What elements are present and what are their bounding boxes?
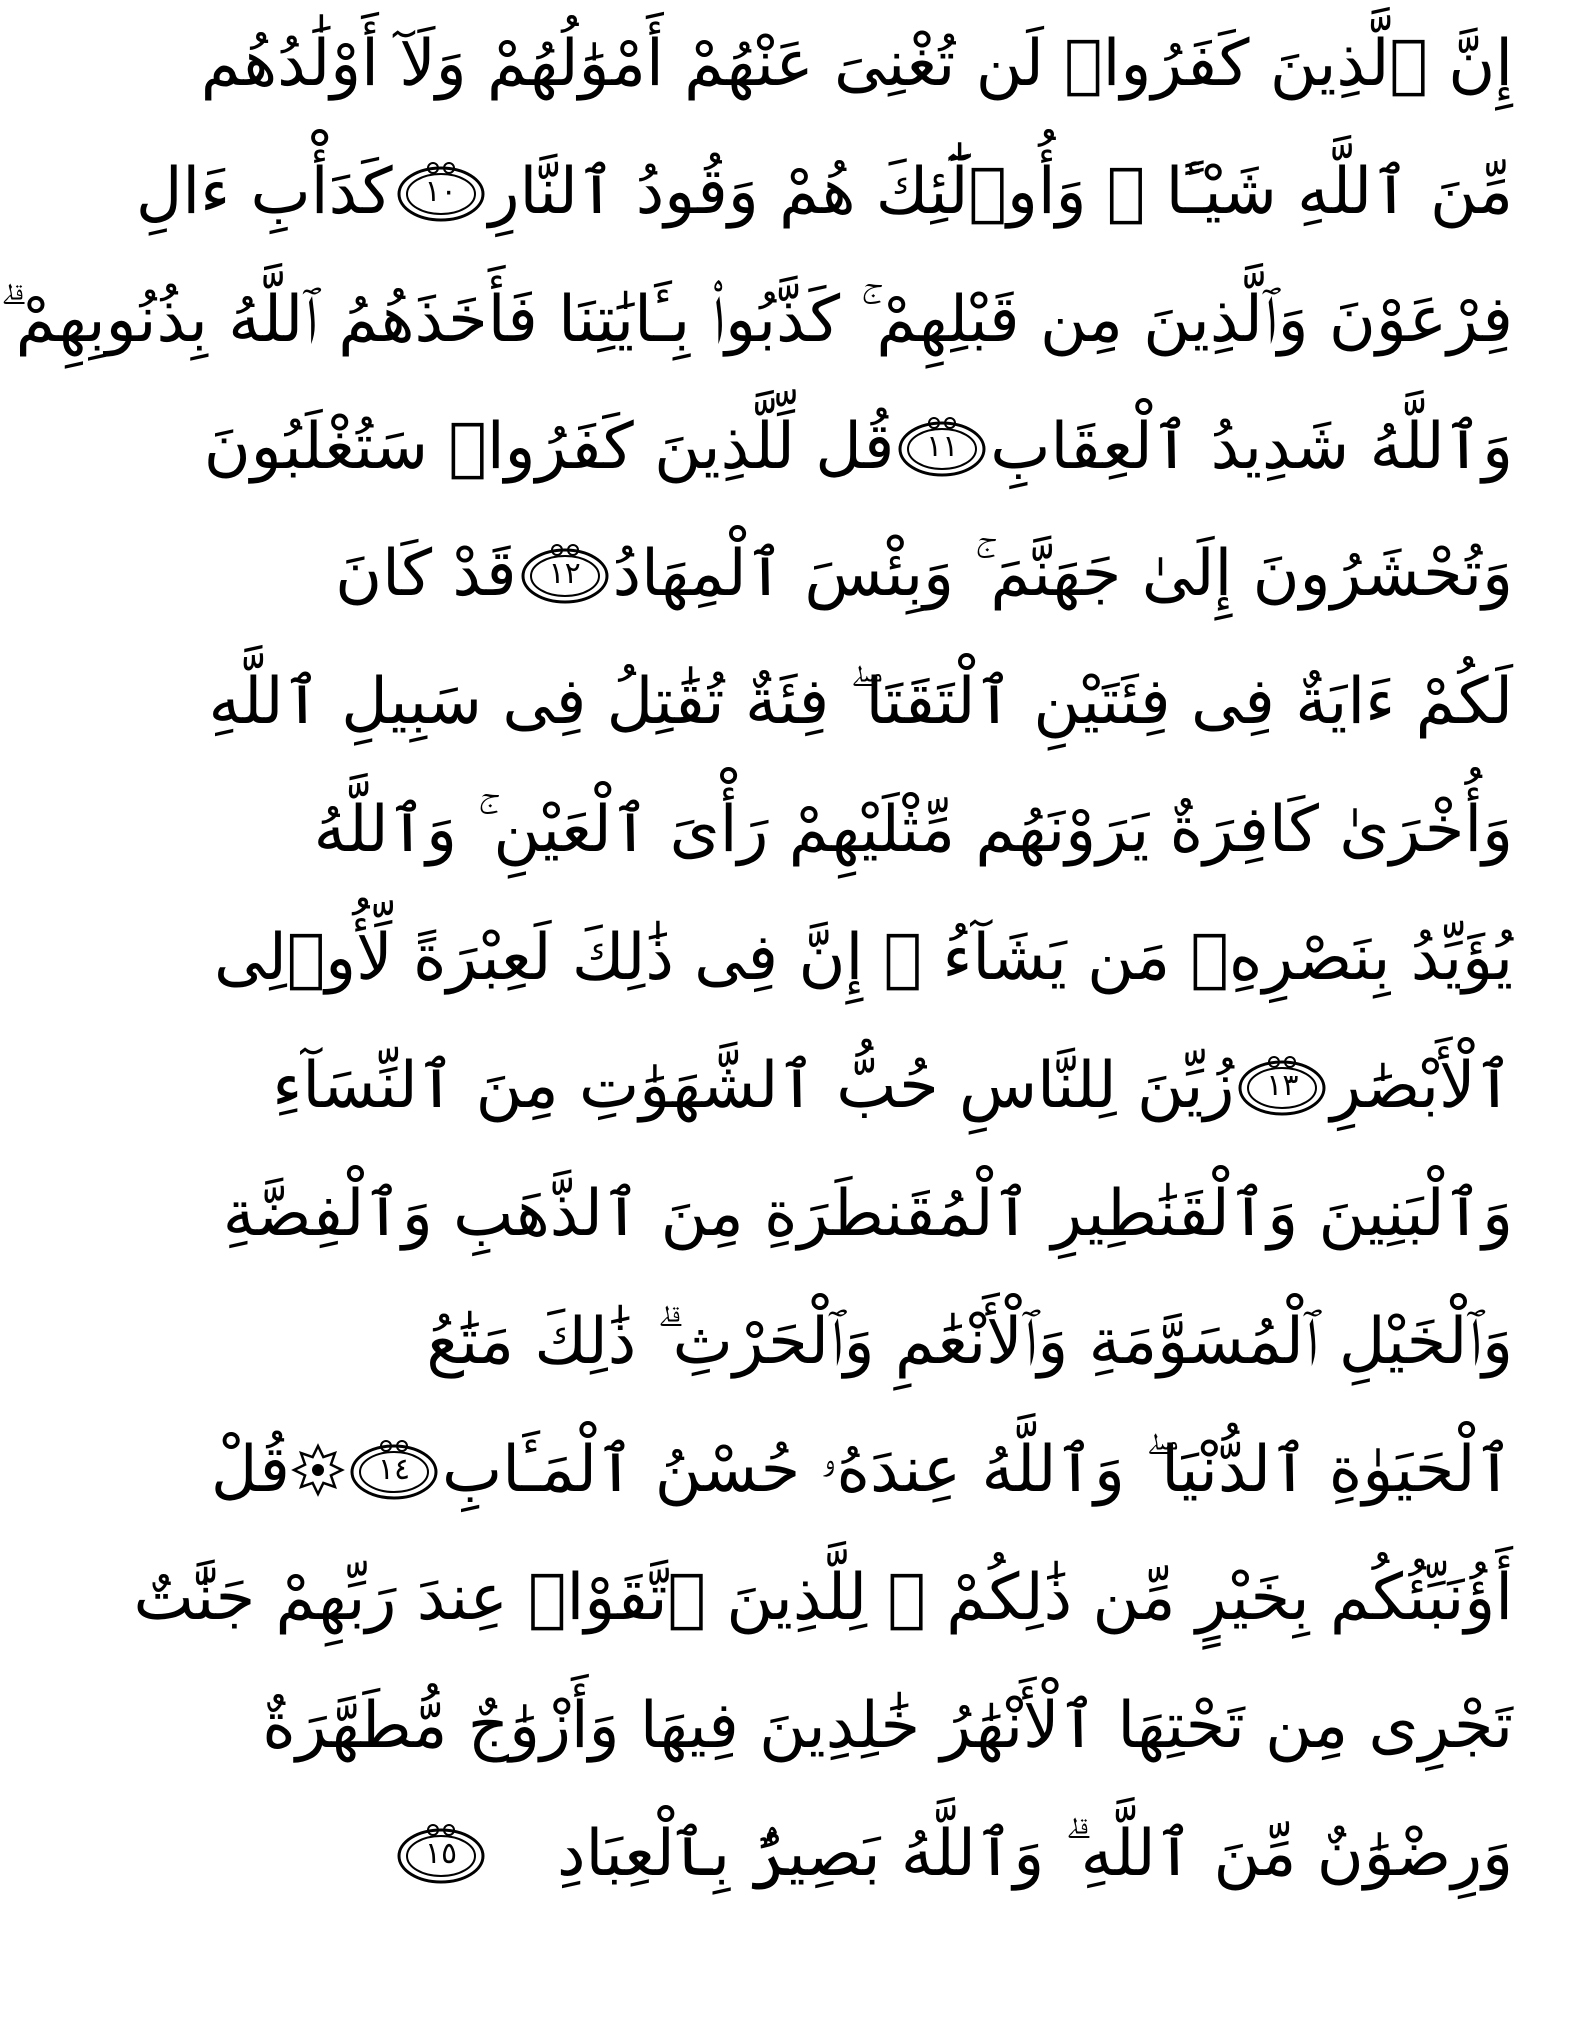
text-line [203,385,1513,509]
ayah-number: ١٤ [377,1452,411,1487]
text-line [133,1536,1513,1660]
ayah-number-marker [1234,1054,1330,1118]
verse-text: وَٱلْبَنِينَ وَٱلْقَنَٰطِيرِ ٱلْمُقَنطَرَةِ مِنَ ٱلذَّهَبِ وَٱلْفِضَّةِ [222,1177,1513,1251]
text-line [200,2,1513,126]
ayah-number: ١٢ [548,556,581,591]
verse-text: أَؤُنَبِّئُكُم بِخَيْرٍ مِّن ذَٰلِكُمْ ۚ لِلَّذِينَ ٱتَّقَوْا۟ عِندَ رَبِّهِمْ جَنَّٰتٌ [133,1561,1513,1635]
verse-text: وَتُحْشَرُونَ إِلَىٰ جَهَنَّمَ ۚ وَبِئْسَ ٱلْمِهَادُ [612,537,1513,611]
text-line [214,896,1513,1020]
verse-text: لَكُمْ ءَايَةٌ فِى فِئَتَيْنِ ٱلْتَقَتَا ۖ فِئَةٌ تُقَٰتِلُ فِى سَبِيلِ ٱللَّهِ [208,665,1513,739]
text-line [135,130,1513,254]
verse-text: قُلْ [210,1433,290,1507]
verse-text: وَٱلْخَيْلِ ٱلْمُسَوَّمَةِ وَٱلْأَنْعَٰمِ وَٱلْحَرْثِ ۗ ذَٰلِكَ مَتَٰعُ [426,1305,1513,1379]
text-line [335,512,1513,636]
text-line [272,1024,1513,1148]
text-line [393,1280,1513,1404]
ayah-number-marker [393,160,489,224]
verse-text: وَأُخْرَىٰ كَافِرَةٌ يَرَوْنَهُم مِّثْلَيْهِمْ رَأْىَ ٱلْعَيْنِ ۚ وَٱللَّهُ [313,793,1513,867]
text-line [222,1152,1513,1276]
text-line [208,640,1513,764]
verse-text: قُل لِّلَّذِينَ كَفَرُوا۟ سَتُغْلَبُونَ [203,410,895,484]
verse-text: إِنَّ ٱلَّذِينَ كَفَرُوا۟ لَن تُغْنِىَ عَنْهُمْ أَمْوَٰلُهُمْ وَلَآ أَوْلَٰدُهُم [200,27,1513,101]
verse-text: ٱلْأَبْصَٰرِ [1330,1049,1513,1123]
verse-text: فِرْعَوْنَ وَٱلَّذِينَ مِن قَبْلِهِمْ ۚ كَذَّبُوا۟ بِـَٔايَٰتِنَا فَأَخَذَهُمُ ٱللَّهُ بِذُنُوبِهِمْ ۗ [0,283,1513,357]
verse-text: زُيِّنَ لِلنَّاسِ حُبُّ ٱلشَّهَوَٰتِ مِنَ ٱلنِّسَآءِ [272,1049,1235,1123]
verse-text: تَجْرِى مِن تَحْتِهَا ٱلْأَنْهَٰرُ خَٰلِدِينَ فِيهَا وَأَزْوَٰجٌ مُّطَهَّرَةٌ [262,1689,1513,1763]
ayah-number: ١٣ [1266,1068,1299,1103]
text-line [313,768,1513,892]
text-line [393,1792,1513,1916]
ayah-number-marker [393,1822,489,1886]
ayah-number: ١١ [926,429,959,464]
verse-text: ٱلْحَيَوٰةِ ٱلدُّنْيَا ۖ وَٱللَّهُ عِندَهُۥ حُسْنُ ٱلْمَـَٔابِ [441,1433,1513,1507]
text-line [262,1664,1513,1788]
ayah-number-marker [346,1438,442,1502]
ayah-number-marker [517,542,613,606]
verse-text: كَدَأْبِ ءَالِ [135,155,393,229]
verse-text: قَدْ كَانَ [335,537,517,611]
verse-text: وَرِضْوَٰنٌ مِّنَ ٱللَّهِ ۗ وَٱللَّهُ بَصِيرٌۢ بِٱلْعِبَادِ [557,1817,1513,1891]
hizb-marker [290,1442,346,1498]
hizb-star-icon [290,1442,346,1498]
ayah-number-marker [894,415,990,479]
text-line [210,1408,1513,1532]
ayah-number: ١٠ [424,174,457,209]
verse-text: مِّنَ ٱللَّهِ شَيْـًٔا ۖ وَأُو۟لَٰٓئِكَ هُمْ وَقُودُ ٱلنَّارِ [488,155,1513,229]
verse-text: يُؤَيِّدُ بِنَصْرِهِۦ مَن يَشَآءُ ۗ إِنَّ فِى ذَٰلِكَ لَعِبْرَةً لِّأُو۟لِى [214,921,1513,995]
text-line [0,258,1513,382]
verse-text: وَٱللَّهُ شَدِيدُ ٱلْعِقَابِ [990,410,1513,484]
ayah-number: ١٥ [424,1836,458,1871]
